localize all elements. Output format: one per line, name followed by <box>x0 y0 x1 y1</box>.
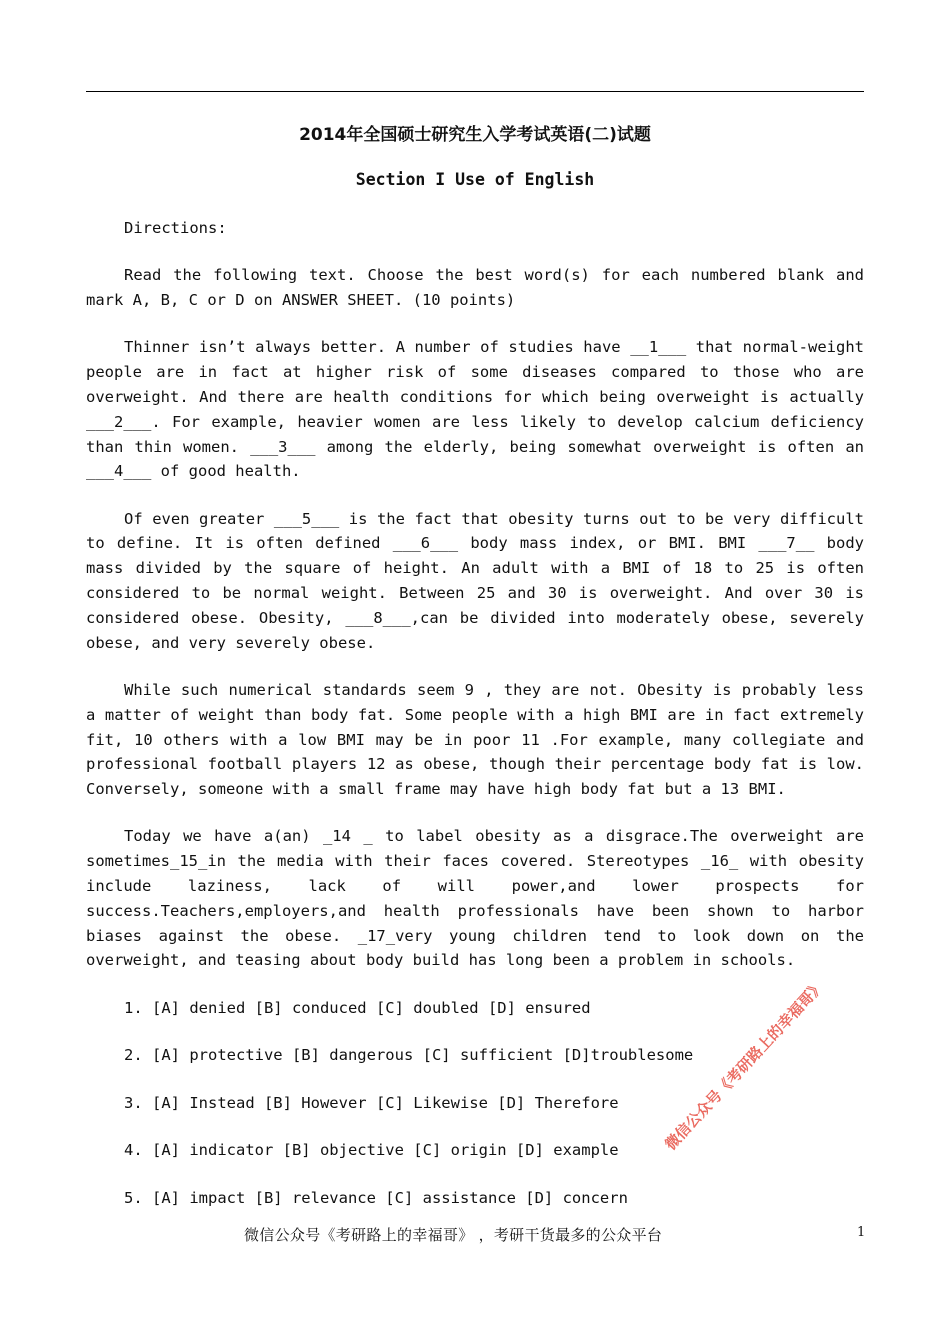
question-option: 4. [A] indicator [B] objective [C] origin [D] example <box>124 1141 619 1160</box>
document-body <box>86 216 864 1233</box>
page-title: 2014年全国硕士研究生入学考试英语(二)试题 <box>299 125 651 145</box>
question-option: 2. [A] protective [B] dangerous [C] sufficient [D]troublesome <box>124 1046 694 1065</box>
question-option: 1. [A] denied [B] conduced [C] doubled [D] ensured <box>124 998 591 1017</box>
watermark-stamp: 微信公众号《考研路上的幸福哥》 <box>661 976 829 1154</box>
passage-paragraph-4: Today we have a(an) _14 _ to label obesity as a disgrace.The overweight are sometimes_15_in the media with their faces covered. Stereotypes _16_ with obesity include laziness, lack of will power,and lower prospects for success.Teachers,employers,and health professionals have been shown to harbor biases against the obese. _17_very young children tend to look down on the overweight, and teasing about body build has long been a problem in schools. <box>86 827 864 970</box>
question-options-list <box>86 996 864 1211</box>
section-title: Section I Use of English <box>355 170 595 189</box>
header-rule <box>86 91 864 92</box>
footer-text: 微信公众号《考研路上的幸福哥》 ，考研干货最多的公众平台 <box>244 1226 663 1244</box>
directions-label: Directions: <box>124 219 227 237</box>
question-option: 3. [A] Instead [B] However [C] Likewise [D] Therefore <box>124 1093 619 1112</box>
passage-paragraph-2: Of even greater ___5___ is the fact that obesity turns out to be very difficult to define. It is often defined ___6___ body mass index, or BMI. BMI ___7__ body mass divided by the square of height. An adult with a BMI of 18 to 25 is often considered to be normal weight. Between 25 and 30 is overweight. And over 30 is considered obese. Obesity, ___8___,can be divided into moderately obese, severely obese, and very severely obese. <box>86 509 864 652</box>
question-option: 5. [A] impact [B] relevance [C] assistance [D] concern <box>124 1188 628 1207</box>
directions-text: Read the following text. Choose the best word(s) for each numbered blank and mark A, B, C or D on ANSWER SHEET. (10 points) <box>86 266 864 310</box>
passage-paragraph-1: Thinner isn’t always better. A number of studies have __1___ that normal-weight people are in fact at higher risk of some diseases compared to those who are overweight. And there are health conditions for which being overweight is actually ___2___. For example, heavier women are less likely to develop calcium deficiency than thin women. ___3___ among the elderly, being somewhat overweight is often an ___4___ of good health. <box>86 338 864 481</box>
page-number: 1 <box>857 1225 866 1240</box>
passage-paragraph-3: While such numerical standards seem 9 , they are not. Obesity is probably less a matter of weight than body fat. Some people with a high BMI are in fact extremely fit, 10 others with a low BMI may be in poor 11 .For example, many collegiate and professional football players 12 as obese, though their percentage body fat is low. Conversely, someone with a small frame may have high body fat but a 13 BMI. <box>86 680 864 799</box>
